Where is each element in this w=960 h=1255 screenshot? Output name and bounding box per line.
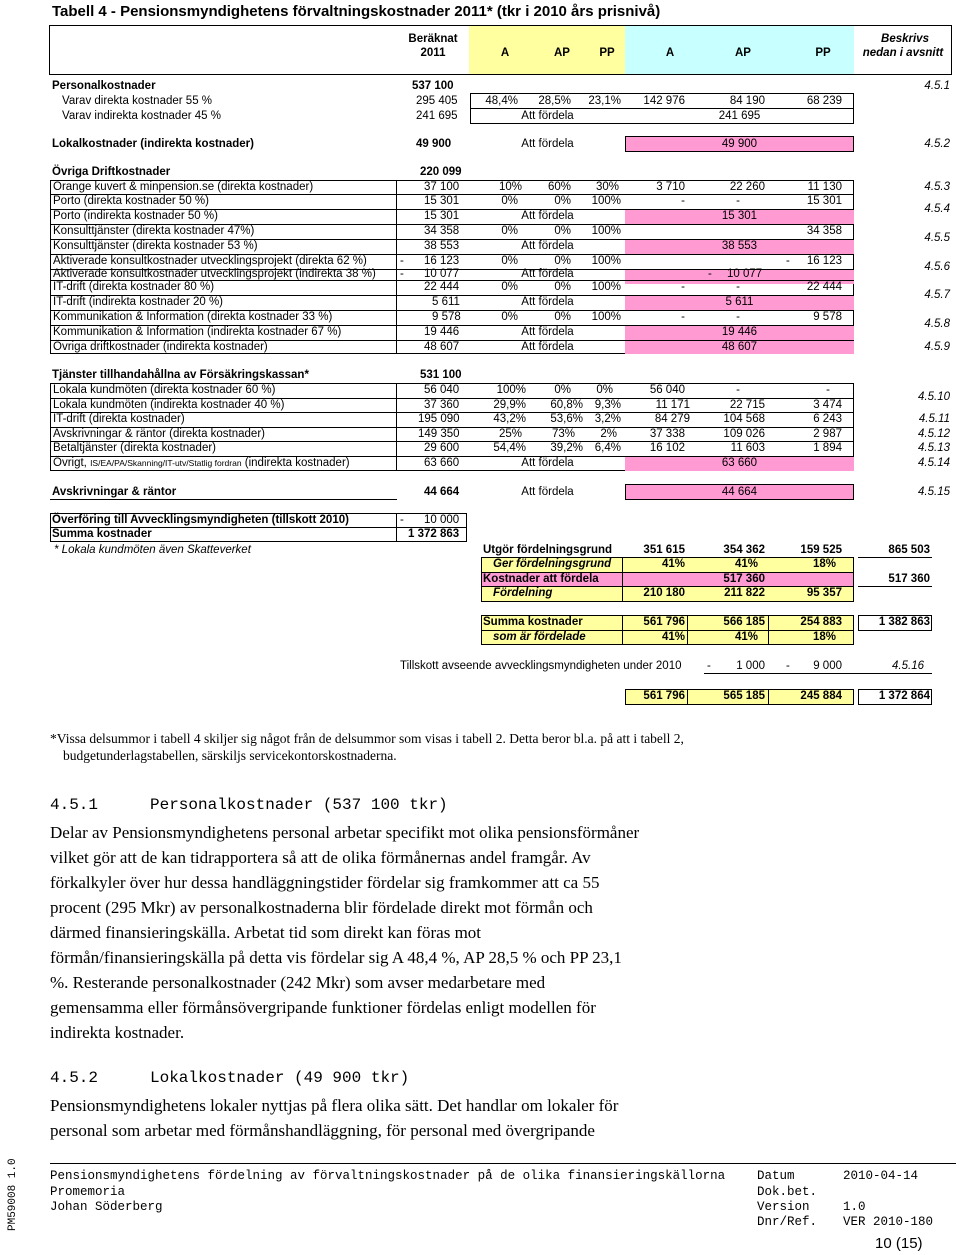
row-itdrift-direkta-amt-ap: - [736,281,740,293]
total-vline [687,689,688,705]
row-aktiverade-ref: 4.5.6 [924,261,950,273]
row-fk-itdrift-ref: 4.5.11 [918,413,950,425]
row-varav-direkta-amt-a: 142 976 [643,95,685,107]
row-betaltjanster-value: 29 600 [424,442,460,454]
row-orange-kuvert-amt-ap: 22 260 [729,181,765,193]
page-number: 10 (15) [875,1235,923,1252]
row-varav-indirekta-label: Varav indirekta kostnader 45 % [62,110,221,122]
header-a-percent: A [500,47,510,59]
row-fk-avskrivningar-pct-a: 25% [498,428,522,440]
total-d: 1 372 864 [878,690,930,702]
row-lokala-direkta-pct-a: 100% [496,384,526,396]
summary-fordelning-label: Fördelning [493,587,553,599]
row-porto-direkta-amt-pp: 15 301 [806,195,842,207]
row-varav-direkta-amt-pp: 68 239 [806,95,842,107]
header-pp-amount: PP [815,47,831,59]
footer-title: Pensionsmyndighetens fördelning av förvaltningskostnader på de olika finansieringskällorna [50,1169,726,1183]
row-orange-kuvert-pct-a: 10% [498,181,522,193]
section-4-5-2-body [50,1093,618,1143]
row-fk-avskrivningar-pct-pp: 2% [600,428,617,440]
summary-fordelade-c: 18% [812,631,836,643]
row-kommunikation-indirekta-att: Att fördela [521,326,574,338]
row-fk-itdrift-amt-ap: 104 568 [723,413,765,425]
sec1-line-4: procent (295 Mkr) av personalkostnaderna blir fördelade direkt mot förmån och [50,898,593,917]
table-title: Tabell 4 - Pensionsmyndighetens förvaltningskostnader 2011* (tkr i 2010 års prisnivå) [52,3,661,20]
row-betaltjanster-amt-ap: 11 603 [730,442,765,454]
sec1-line-7: %. Resterande personalkostnader (242 Mkr) som avser medarbetare med [50,973,546,992]
row-lokalkostnader-value: 49 900 [416,138,452,150]
footer-dnr-value: VER 2010-180 [843,1215,934,1229]
table-right-border [951,25,952,75]
row-ovrigt-fk-ref: 4.5.14 [918,457,950,469]
tillskott-value-2: 9 000 [813,660,842,672]
row-itdrift-ref: 4.5.7 [924,289,950,301]
row-porto-direkta-pct-pp: 100% [591,195,621,207]
summary-ger-a: 41% [661,558,685,570]
row-konsult-indirekta-amt: 38 553 [721,240,758,252]
footer-datum-value: 2010-04-14 [843,1169,919,1183]
summary-utgor-a: 351 615 [643,544,685,556]
row-itdrift-indirekta-att: Att fördela [521,296,574,308]
tillskott-label: Tillskott avseende avvecklingsmyndigheten under 2010 [400,660,682,672]
summary-summa-b: 566 185 [723,616,765,628]
row-ovriga-indirekta-label: Övriga driftkostnader (indirekta kostnader) [53,341,268,353]
row-lokala-direkta-label: Lokala kundmöten (direkta kostnader 60 %) [53,384,276,396]
row-orange-kuvert-pct-pp: 30% [595,181,619,193]
row-tjanster-fk-label: Tjänster tillhandahållna av Försäkringskassan* [52,369,309,381]
row-personalkostnader-value: 537 100 [412,80,454,92]
total-c: 245 884 [800,690,842,702]
row-konsult-direkta-value: 34 358 [424,225,460,237]
summary-kostnader-d: 517 360 [888,573,930,585]
row-lokala-ref: 4.5.10 [918,391,950,403]
row-aktiverade-direkta-pct-a: 0% [501,255,518,267]
row-kommunikation-direkta-amt-a: - [681,311,685,323]
row-itdrift-indirekta-amt: 5 611 [725,296,754,308]
row-konsult-indirekta-att: Att fördela [521,240,574,252]
row-itdrift-direkta-amt-a: - [681,281,685,293]
tillskott-dash-2: - [786,660,790,672]
row-ovrigt-fk-att: Att fördela [521,457,574,469]
row-aktiverade-direkta-value: 16 123 [424,255,460,267]
row-personalkostnader-ref: 4.5.1 [924,80,950,92]
section-4-5-2-number: 4.5.2 [50,1069,99,1087]
row-porto-indirekta-value: 15 301 [424,210,460,222]
row-fk-avskrivningar-ref: 4.5.12 [918,428,950,440]
row-itdrift-direkta-label: IT-drift (direkta kostnader 80 %) [53,281,215,293]
row-ovriga-drift-label: Övriga Driftkostnader [52,166,171,178]
summary-summa-d: 1 382 863 [878,616,930,628]
sec2-line-2: personal som arbetar med förmånshandläggning, för personal med övergripande [50,1121,595,1140]
row-summa-value: 1 372 863 [408,528,460,540]
tillskott-value-1: 1 000 [736,660,765,672]
table-note: *Vissa delsummor i tabell 4 skiljer sig något från de delsummor som visas i tabell 2. Detta beror bl.a. på att i tabell 2, budgetunderlagstabellen, särskiljs servicekontorskostnaderna. [50,731,684,763]
row-avskrivningar-label: Avskrivningar & räntor [52,486,177,498]
header-pp-percent: PP [599,47,615,59]
row-porto-direkta-value: 15 301 [424,195,460,207]
row-orange-kuvert-pct-ap: 60% [547,181,571,193]
header-a-amount: A [665,47,675,59]
row-kommunikation-ref: 4.5.8 [924,318,950,330]
row-aktiverade-indirekta-dash: - [400,268,404,280]
footer-datum-label: Datum [757,1169,795,1183]
row-lokala-direkta-value: 56 040 [424,384,460,396]
section-4-5-1-title: Personalkostnader (537 100 tkr) [150,796,448,814]
summary-kostnader-label: Kostnader att fördela [483,573,599,585]
row-porto-direkta-pct-a: 0% [501,195,518,207]
summary-fordelade-b: 41% [734,631,758,643]
row-porto-indirekta-att: Att fördela [521,210,574,222]
summary-box-2-vline3 [768,615,769,645]
row-kommunikation-direkta-label: Kommunikation & Information (direkta kostnader 33 %) [53,311,333,323]
row-lokala-indirekta-amt-pp: 3 474 [813,399,842,411]
row-kommunikation-direkta-pct-a: 0% [501,311,518,323]
sec1-line-3: förkalkyler över hur dessa handläggningstider fördelar sig framkommer att ca 55 [50,873,600,892]
row-betaltjanster-ref: 4.5.13 [918,442,950,454]
footer-doctype: Promemoria [50,1185,126,1199]
row-ovriga-indirekta-att: Att fördela [521,341,574,353]
row-konsult-direkta-amt-pp: 34 358 [806,225,842,237]
row-lokala-direkta-amt-a: 56 040 [649,384,685,396]
row-fk-itdrift-amt-a: 84 279 [654,413,690,425]
row-orange-kuvert-amt-pp: 11 130 [807,181,842,193]
row-itdrift-indirekta-label: IT-drift (indirekta kostnader 20 %) [53,296,224,308]
sec1-line-6: förmån/finansieringskälla på detta vis fördelar sig A 48,4 %, AP 28,5 % och PP 23,1 [50,948,622,967]
sec2-line-1: Pensionsmyndighetens lokaler nyttjas på flera olika sätt. Det handlar om lokaler för [50,1096,619,1115]
row-ovrigt-fk-label [53,457,350,470]
row-fk-itdrift-pct-pp: 3,2% [594,413,621,425]
footer-author: Johan Söderberg [50,1200,163,1214]
row-porto-indirekta-amt: 15 301 [721,210,758,222]
total-a: 561 796 [643,690,685,702]
row-aktiverade-direkta-amt-pp: 16 123 [806,255,842,267]
row-aktiverade-direkta-pct-pp: 100% [591,255,621,267]
row-aktiverade-direkta-dash: - [400,255,404,267]
sec1-line-9: indirekta kostnader. [50,1023,185,1042]
sec1-line-5: därmed finansieringskälla. Arbetat tid som direkt kan föras mot [50,923,482,942]
row-konsult-direkta-pct-a: 0% [501,225,518,237]
row-varav-direkta-amt-ap: 84 190 [729,95,765,107]
row-lokala-direkta-pct-ap: 0% [554,384,571,396]
row-betaltjanster-pct-pp: 6,4% [594,442,621,454]
row-lokala-direkta-pct-pp: 0% [596,384,613,396]
footer-dnr-label: Dnr/Ref. [757,1215,818,1229]
row-varav-direkta-pct-pp: 23,1% [588,95,621,107]
avskr-underline [50,499,397,500]
summary-summa-a: 561 796 [643,616,685,628]
row-orange-kuvert-amt-a: 3 710 [656,181,685,193]
row-ovriga-indirekta-value: 48 607 [424,341,460,353]
row-betaltjanster-amt-a: 16 102 [649,442,685,454]
total-b: 565 185 [723,690,765,702]
header-ap-amount: AP [735,47,751,59]
row-kommunikation-direkta-pct-ap: 0% [554,311,571,323]
row-lokala-direkta-amt-ap: - [736,384,740,396]
total-vline2 [768,689,769,705]
row-ovriga-drift-value: 220 099 [420,166,462,178]
row-orange-kuvert-label: Orange kuvert & minpension.se (direkta kostnader) [53,181,314,193]
row-varav-indirekta-att: Att fördela [521,110,574,122]
summary-kostnader-b: 517 360 [723,573,765,585]
row-aktiverade-direkta-pct-ap: 0% [554,255,571,267]
row-lokalkostnader-amt: 49 900 [721,138,758,150]
row-ovriga-indirekta-amt: 48 607 [721,341,758,353]
row-personalkostnader-label: Personalkostnader [52,80,156,92]
summary-utgor-d: 865 503 [888,544,930,556]
row-ovrigt-fk-label-b: IS/EA/PA/Skanning/IT-utv/Statlig fordran [90,458,242,468]
summary-summa-label: Summa kostnader [483,616,583,628]
row-ovrigt-fk-label-a: Övrigt, [53,457,91,469]
row-ovrigt-fk-value: 63 660 [424,457,460,469]
row-konsult-direkta-label: Konsulttjänster (direkta kostnader 47%) [53,225,255,237]
row-varav-direkta-label: Varav direkta kostnader 55 % [62,95,213,107]
section-4-5-1-body [50,820,639,1045]
summary-ger-b: 41% [734,558,758,570]
row-kommunikation-direkta-pct-pp: 100% [591,311,621,323]
footer-version-value: 1.0 [843,1200,866,1214]
tillskott-dash-1: - [707,660,711,672]
row-porto-ref: 4.5.4 [924,203,950,215]
summary-utgor-b: 354 362 [723,544,765,556]
summary-fordelade-a: 41% [661,631,685,643]
row-orange-kuvert-ref: 4.5.3 [924,181,950,193]
row-lokala-indirekta-pct-ap: 60,8% [550,399,583,411]
row-fk-itdrift-pct-a: 43,2% [493,413,526,425]
row-porto-direkta-amt-a: - [681,195,685,207]
row-lokala-indirekta-amt-a: 11 171 [655,399,690,411]
row-aktiverade-direkta-amt-dash: - [786,255,790,267]
tillskott-ref: 4.5.16 [892,660,924,672]
row-fk-avskrivningar-label: Avskrivningar & räntor (direkta kostnader) [53,428,265,440]
row-avskrivningar-value: 44 664 [424,486,460,498]
row-varav-direkta-value: 295 405 [416,95,458,107]
row-itdrift-direkta-pct-pp: 100% [591,281,621,293]
row-tjanster-fk-value: 531 100 [420,369,462,381]
summary-kostnader-line-d [858,586,932,587]
summary-box-2-vline2 [687,615,688,645]
section-4-5-1-number: 4.5.1 [50,796,99,814]
row-lokala-direkta-amt-pp: - [826,384,830,396]
row-betaltjanster-pct-a: 54,4% [493,442,526,454]
row-porto-direkta-label: Porto (direkta kostnader 50 %) [53,195,209,207]
row-lokalkostnader-label: Lokalkostnader (indirekta kostnader) [52,138,254,150]
row-konsult-indirekta-value: 38 553 [424,240,460,252]
row-aktiverade-indirekta-amt: 10 077 [727,268,763,280]
row-aktiverade-indirekta-amt-dash: - [708,268,712,280]
row-fk-avskrivningar-amt-pp: 2 987 [813,428,842,440]
row-kommunikation-direkta-value: 9 578 [432,311,461,323]
summary-utgor-c: 159 525 [800,544,842,556]
table-left-border [49,25,50,75]
row-avskrivningar-ref: 4.5.15 [918,486,950,498]
row-lokala-indirekta-label: Lokala kundmöten (indirekta kostnader 40 %) [53,399,285,411]
row-overforing-value: 10 000 [424,514,460,526]
summary-fordelade-label: som är fördelade [493,631,586,643]
summary-summa-c: 254 883 [800,616,842,628]
row-ovriga-indirekta-ref: 4.5.9 [924,341,950,353]
row-lokalkostnader-ref: 4.5.2 [924,138,950,150]
row-fk-itdrift-value: 195 090 [418,413,460,425]
row-lokala-indirekta-amt-ap: 22 715 [729,399,765,411]
footer-dokbet-label: Dok.bet. [757,1185,818,1199]
sec1-line-8: gemensamma eller förmånsövergripande funktioner fördelas enligt modellen för [50,998,596,1017]
summary-vline [622,558,623,602]
header-bottom-border [49,74,952,75]
footer-version-label: Version [757,1200,810,1214]
row-porto-indirekta-label: Porto (indirekta kostnader 50 %) [53,210,218,222]
row-aktiverade-indirekta-att: Att fördela [521,268,574,280]
row-varav-indirekta-value: 241 695 [416,110,458,122]
sec1-line-1: Delar av Pensionsmyndighetens personal arbetar specifikt mot olika pensionsförmåner [50,823,640,842]
drift-grid-divider [396,180,397,354]
row-aktiverade-direkta-label: Aktiverade konsultkostnader utvecklingsprojekt (direkta 62 %) [53,255,367,267]
header-year: 2011 [420,47,446,59]
row-betaltjanster-label: Betaltjänster (direkta kostnader) [53,442,216,454]
row-lokala-indirekta-value: 37 360 [424,399,460,411]
footer-rule [50,1163,956,1164]
row-fk-avskrivningar-amt-ap: 109 026 [723,428,765,440]
row-porto-direkta-pct-ap: 0% [554,195,571,207]
row-varav-indirekta-amt: 241 695 [718,110,761,122]
row-lokala-indirekta-pct-a: 29,9% [493,399,526,411]
row-itdrift-direkta-pct-a: 0% [501,281,518,293]
row-summa-label: Summa kostnader [52,528,152,540]
summary-ger-c: 18% [812,558,836,570]
row-kommunikation-indirekta-value: 19 446 [424,326,460,338]
row-kommunikation-direkta-amt-pp: 9 578 [813,311,842,323]
summary-ger-label: Ger fördelningsgrund [493,558,612,570]
row-betaltjanster-amt-pp: 1 894 [813,442,842,454]
row-ovrigt-fk-amt: 63 660 [721,457,758,469]
row-aktiverade-indirekta-label: Aktiverade konsultkostnader utvecklingsprojekt (indirekta 38 %) [53,268,376,280]
summary-utgor-line-d [858,557,932,558]
row-lokala-indirekta-pct-pp: 9,3% [594,399,621,411]
row-konsult-ref: 4.5.5 [924,232,950,244]
row-konsult-direkta-pct-pp: 100% [591,225,621,237]
row-porto-direkta-amt-ap: - [736,195,740,207]
sec1-line-2: vilket gör att de kan tidrapportera så att de olika förmånernas andel framgår. Av [50,848,591,867]
header-nedan-i-avsnitt: nedan i avsnitt [862,47,944,59]
row-fk-avskrivningar-amt-a: 37 338 [649,428,685,440]
row-fk-avskrivningar-value: 149 350 [418,428,460,440]
header-ap-percent: AP [554,47,570,59]
tillskott-underline [704,673,932,674]
row-avskrivningar-amt: 44 664 [721,486,758,498]
row-fk-avskrivningar-pct-ap: 73% [551,428,575,440]
row-konsult-direkta-pct-ap: 0% [554,225,571,237]
summary-utgor-label: Utgör fördelningsgrund [483,544,613,556]
footnote-left: * Lokala kundmöten även Skatteverket [54,544,251,556]
header-beskrivs: Beskrivs [881,33,929,45]
row-lokalkostnader-att: Att fördela [521,138,574,150]
summary-fordelning-c: 95 357 [806,587,842,599]
summary-fordelning-a: 210 180 [643,587,685,599]
side-doc-id: PM59008 1.0 [7,1158,19,1231]
row-varav-direkta-pct-a: 48,4% [485,95,518,107]
row-itdrift-direkta-amt-pp: 22 444 [806,281,842,293]
row-fk-itdrift-pct-ap: 53,6% [550,413,583,425]
row-fk-itdrift-label: IT-drift (direkta kostnader) [53,413,185,425]
row-aktiverade-indirekta-value: 10 077 [424,268,460,280]
row-orange-kuvert-value: 37 100 [424,181,460,193]
row-varav-direkta-pct-ap: 28,5% [538,95,571,107]
row-itdrift-direkta-value: 22 444 [424,281,460,293]
row-kommunikation-indirekta-amt: 19 446 [721,326,758,338]
row-overforing-dash: - [400,514,404,526]
section-4-5-2-title: Lokalkostnader (49 900 tkr) [150,1069,410,1087]
row-kommunikation-direkta-amt-ap: - [736,311,740,323]
row-itdrift-direkta-pct-ap: 0% [554,281,571,293]
summary-box-2-vline [622,615,623,645]
row-ovrigt-fk-label-c: (indirekta kostnader) [241,457,350,469]
row-overforing-label: Överföring till Avvecklingsmyndigheten (tillskott 2010) [52,514,349,526]
header-beraknat: Beräknat [408,33,458,45]
row-kommunikation-indirekta-label: Kommunikation & Information (indirekta kostnader 67 %) [53,326,342,338]
row-betaltjanster-pct-ap: 39,2% [550,442,583,454]
row-fk-itdrift-amt-pp: 6 243 [813,413,842,425]
row-konsult-indirekta-label: Konsulttjänster (direkta kostnader 53 %) [53,240,258,252]
row-avskrivningar-att: Att fördela [521,486,574,498]
summary-fordelning-b: 211 822 [724,587,765,599]
row-itdrift-indirekta-value: 5 611 [432,296,460,308]
